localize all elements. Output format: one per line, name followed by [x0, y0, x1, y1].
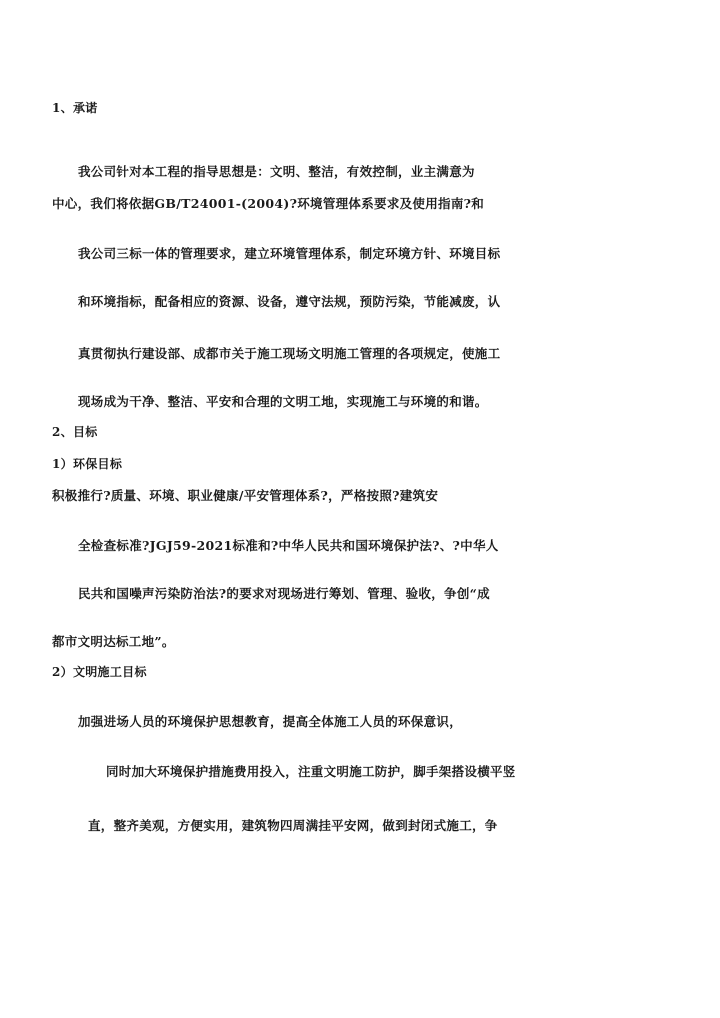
paragraph-line: 我公司针对本工程的指导思想是：文明、整洁，有效控制，业主满意为 — [78, 164, 475, 179]
paragraph-line: 直，整齐美观，方便实用，建筑物四周满挂平安网，做到封闭式施工，争 — [88, 818, 498, 833]
heading-civilized-construction-goals: 2）文明施工目标 — [52, 665, 147, 679]
paragraph-line: 积极推行?质量、环境、职业健康/平安管理体系?，严格按照?建筑安 — [52, 488, 439, 503]
paragraph-line: 真贯彻执行建设部、成都市关于施工现场文明施工管理的各项规定，使施工 — [78, 346, 501, 361]
paragraph-line: 加强进场人员的环境保护思想教育，提高全体施工人员的环保意识， — [78, 714, 463, 729]
heading-environmental-goals: 1）环保目标 — [52, 457, 123, 471]
paragraph-line: 现场成为干净、整洁、平安和合理的文明工地，实现施工与环境的和谐。 — [78, 394, 488, 409]
paragraph-line: 民共和国噪声污染防治法?的要求对现场进行筹划、管理、验收，争创“成 — [78, 586, 490, 601]
heading-commitment: 1、承诺 — [52, 101, 98, 115]
paragraph-line: 同时加大环境保护措施费用投入，注重文明施工防护，脚手架搭设横平竖 — [106, 764, 516, 779]
paragraph-line: 和环境指标，配备相应的资源、设备，遵守法规，预防污染，节能减废，认 — [78, 294, 501, 309]
paragraph-line: 我公司三标一体的管理要求，建立环境管理体系，制定环境方针、环境目标 — [78, 246, 501, 261]
paragraph-line: 都市文明达标工地”。 — [52, 634, 175, 649]
paragraph-line: 全检查标准?JGJ59-2021标准和?中华人民共和国环境保护法?、?中华人 — [78, 538, 499, 553]
paragraph-line: 中心，我们将依据GB/T24001-(2004)?环境管理体系要求及使用指南?和 — [52, 196, 485, 211]
heading-goals: 2、目标 — [52, 425, 98, 439]
